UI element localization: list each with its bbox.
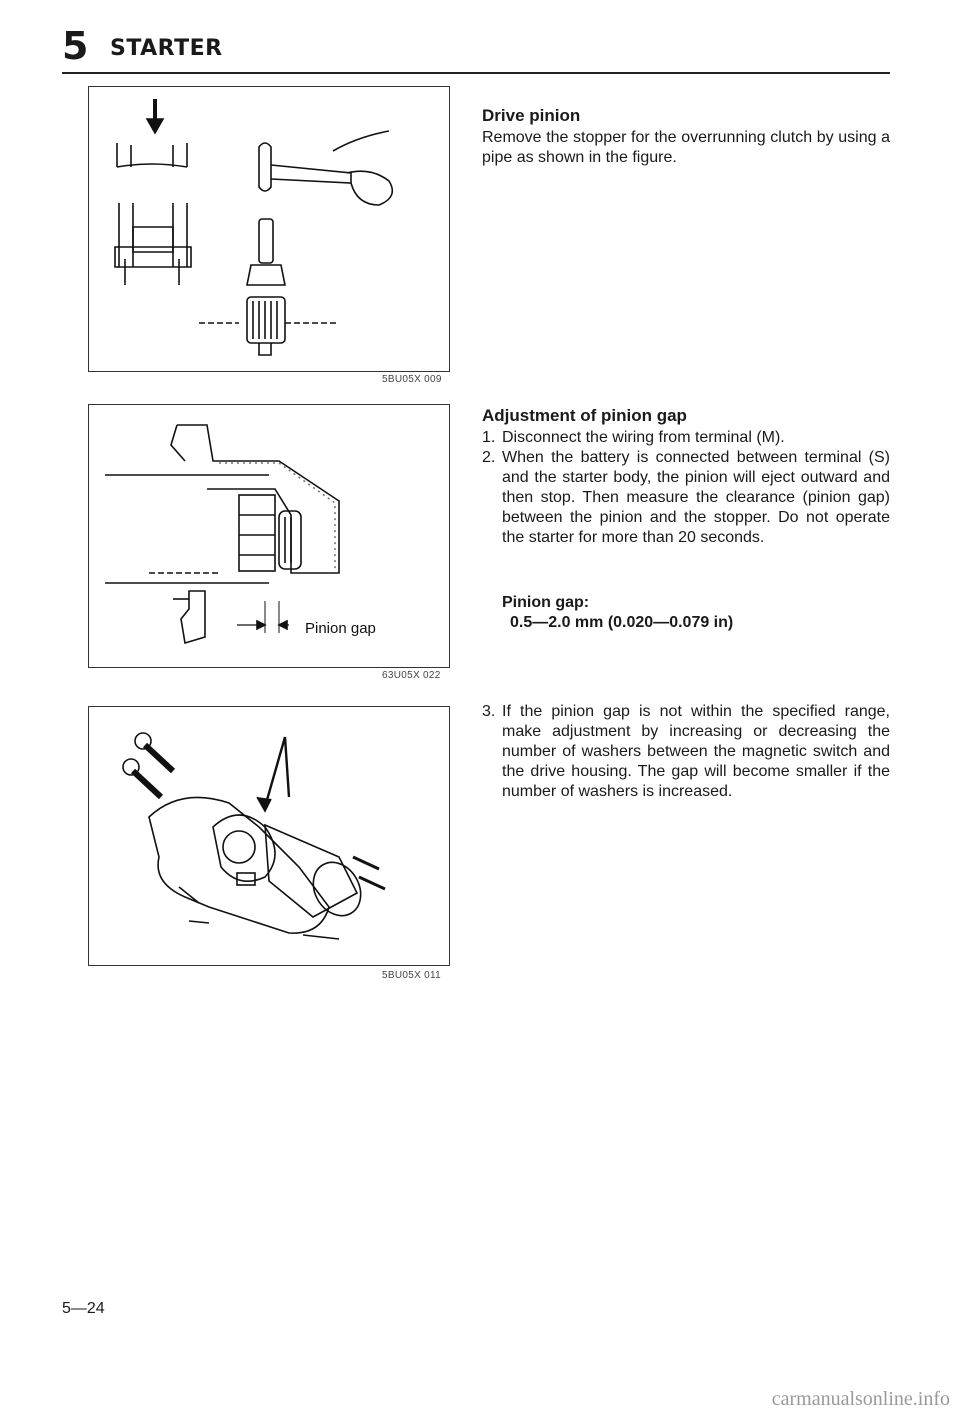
figure-starter-assembly xyxy=(88,706,450,966)
step-text: When the battery is connected between terminal (S) and the starter body, the pinion will eject outward and then stop. Then measure the clearance (pinion gap) between the pinion and the stopper. Do not operate the starter for more than 20 seconds. xyxy=(502,449,890,546)
pinion-gap-label: Pinion gap xyxy=(305,620,376,637)
page-header xyxy=(62,24,890,76)
step-number: 3. xyxy=(482,703,496,720)
figure-pinion-gap xyxy=(88,404,450,668)
step-number: 1. xyxy=(482,429,496,446)
spec-value: 0.5—2.0 mm (0.020—0.079 in) xyxy=(510,614,734,631)
drive-pinion-illustration xyxy=(89,87,449,371)
step-text: Disconnect the wiring from terminal (M). xyxy=(502,429,785,446)
step-number: 2. xyxy=(482,449,496,466)
figure-code: 63U05X 022 xyxy=(382,670,441,681)
pinion-gap-steps xyxy=(482,428,890,548)
step-text: If the pinion gap is not within the specified range, make adjustment by increasing or decreasing the number of washers between the magnetic switch and the drive housing. The gap will become smaller if the number of washers is increased. xyxy=(502,703,890,800)
list-item xyxy=(482,448,890,548)
list-item xyxy=(482,428,890,448)
drive-pinion-title: Drive pinion xyxy=(482,106,581,125)
page-number: 5—24 xyxy=(62,1300,105,1317)
pinion-gap-step-3 xyxy=(482,702,890,802)
pinion-gap-title: Adjustment of pinion gap xyxy=(482,406,687,425)
drive-pinion-body: Remove the stopper for the overrunning clutch by using a pipe as shown in the figure. xyxy=(482,129,890,166)
figure-code: 5BU05X 011 xyxy=(382,970,441,981)
list-item xyxy=(482,702,890,802)
figure-code: 5BU05X 009 xyxy=(382,374,442,385)
spec-label: Pinion gap: xyxy=(502,594,590,611)
figure-drive-pinion xyxy=(88,86,450,372)
starter-assembly-illustration xyxy=(89,707,449,965)
chapter-number: 5 xyxy=(62,24,89,68)
chapter-title: STARTER xyxy=(110,36,223,61)
footer-watermark: carmanualsonline.info xyxy=(771,1388,950,1410)
pinion-gap-illustration xyxy=(89,405,449,667)
header-rule xyxy=(62,72,890,74)
